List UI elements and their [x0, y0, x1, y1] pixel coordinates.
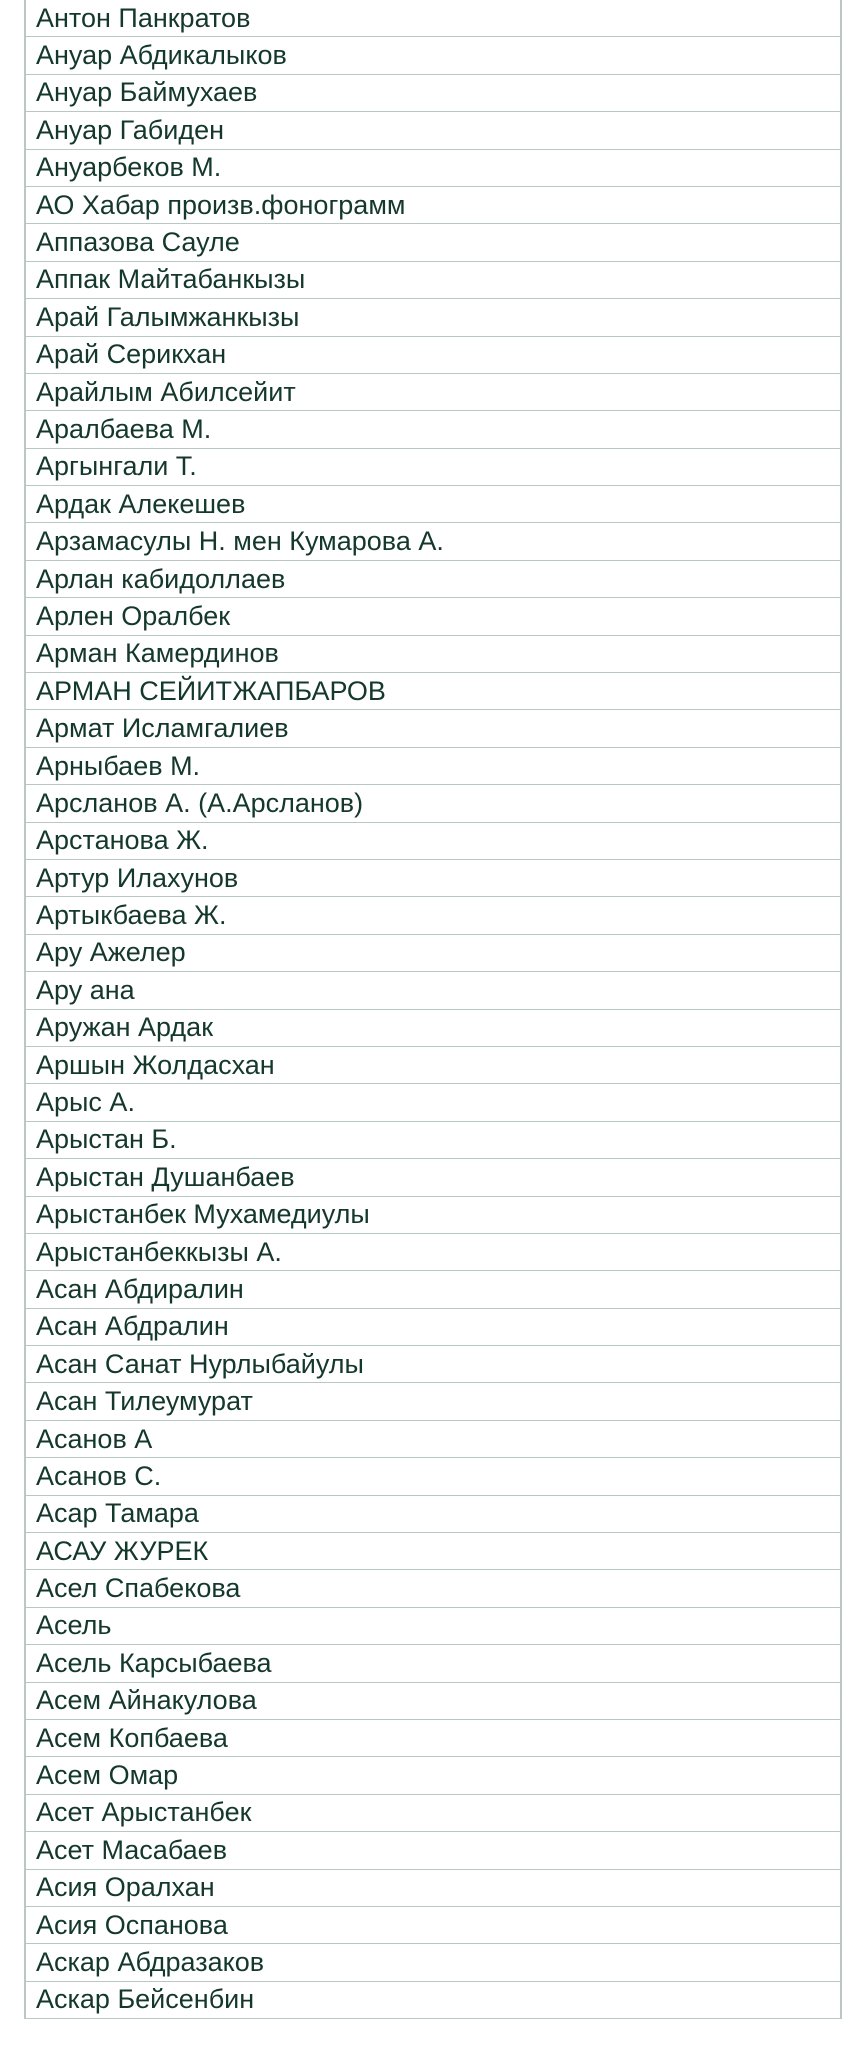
list-item: Ануар Абдикалыков — [26, 37, 840, 74]
list-item: Асет Арыстанбек — [26, 1795, 840, 1832]
list-item: Асем Омар — [26, 1757, 840, 1794]
list-item: Асан Санат Нурлыбайулы — [26, 1346, 840, 1383]
list-item: Асанов А — [26, 1421, 840, 1458]
list-item: Асем Копбаева — [26, 1720, 840, 1757]
list-item: Асел Спабекова — [26, 1570, 840, 1607]
names-list — [24, 0, 842, 2019]
list-item: Ануарбеков М. — [26, 150, 840, 187]
list-item: Асан Тилеумурат — [26, 1383, 840, 1420]
list-item: Асанов С. — [26, 1458, 840, 1495]
list-item: Аппак Майтабанкызы — [26, 262, 840, 299]
list-item: Арай Серикхан — [26, 337, 840, 374]
list-item: Асан Абдралин — [26, 1309, 840, 1346]
list-item: Асия Оспанова — [26, 1907, 840, 1944]
list-item: Арсланов А. (А.Арсланов) — [26, 785, 840, 822]
list-item: Арыстанбек Мухамедиулы — [26, 1197, 840, 1234]
list-item: Аружан Ардак — [26, 1010, 840, 1047]
list-item: Арай Галымжанкызы — [26, 299, 840, 336]
list-item: Арайлым Абилсейит — [26, 374, 840, 411]
list-item: Асем Айнакулова — [26, 1683, 840, 1720]
list-item: Ануар Габиден — [26, 112, 840, 149]
list-item: Асет Масабаев — [26, 1832, 840, 1869]
list-item: Ару Ажелер — [26, 935, 840, 972]
list-item: Асель Карсыбаева — [26, 1645, 840, 1682]
list-item: Арлен Оралбек — [26, 598, 840, 635]
list-item: Аралбаева М. — [26, 411, 840, 448]
list-item: Аппазова Сауле — [26, 224, 840, 261]
list-item: Аршын Жолдасхан — [26, 1047, 840, 1084]
list-item: Ару ана — [26, 972, 840, 1009]
list-item: АО Хабар произв.фонограмм — [26, 187, 840, 224]
list-item: Арыстан Душанбаев — [26, 1159, 840, 1196]
list-item: Арыстанбеккызы А. — [26, 1234, 840, 1271]
list-item: Армат Исламгалиев — [26, 710, 840, 747]
list-item: АРМАН СЕЙИТЖАПБАРОВ — [26, 673, 840, 710]
list-item: Арыстан Б. — [26, 1122, 840, 1159]
list-item: Асия Оралхан — [26, 1870, 840, 1907]
list-item: Арман Камердинов — [26, 636, 840, 673]
list-item: Ардак Алекешев — [26, 486, 840, 523]
list-item: Аргынгали Т. — [26, 449, 840, 486]
list-item: Арзамасулы Н. мен Кумарова А. — [26, 523, 840, 560]
list-item: Асан Абдиралин — [26, 1271, 840, 1308]
list-item: Антон Панкратов — [26, 0, 840, 37]
list-item: Асар Тамара — [26, 1496, 840, 1533]
list-item: Асель — [26, 1608, 840, 1645]
list-item: Аскар Абдразаков — [26, 1944, 840, 1981]
list-item: Ануар Баймухаев — [26, 75, 840, 112]
list-item: Артыкбаева Ж. — [26, 897, 840, 934]
list-item: Артур Илахунов — [26, 860, 840, 897]
list-item: Аскар Бейсенбин — [26, 1982, 840, 2019]
list-item: Арлан кабидоллаев — [26, 561, 840, 598]
list-item: АСАУ ЖУРЕК — [26, 1533, 840, 1570]
list-item: Арныбаев М. — [26, 748, 840, 785]
list-item: Арыс А. — [26, 1084, 840, 1121]
list-item: Арстанова Ж. — [26, 823, 840, 860]
